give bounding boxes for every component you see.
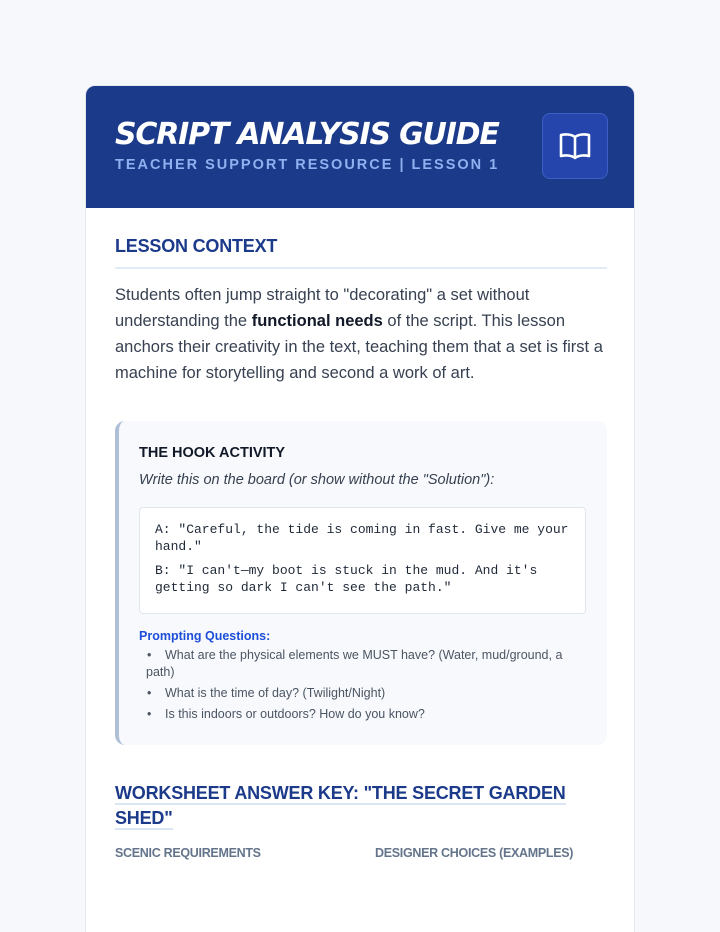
prompting-questions-list [146,647,591,727]
hook-heading: THE HOOK ACTIVITY [139,445,286,461]
prompting-questions-label: Prompting Questions: [139,629,271,643]
list-item: • What are the physical elements we MUST have? (Water, mud/ground, a path) [146,648,563,679]
page-title: SCRIPT ANALYSIS GUIDE [115,117,499,152]
emphasis-functional-needs: functional needs [251,312,383,330]
bullet-icon: • [147,686,152,700]
hook-instruction: Write this on the board (or show without the "Solution"): [139,472,495,488]
section-divider [115,267,607,269]
list-item: • Is this indoors or outdoors? How do you know? [147,707,425,721]
page-header [86,86,635,208]
script-line-a: A: "Careful, the tide is coming in fast. Give me your hand." [155,522,569,554]
book-icon-box [542,113,608,179]
lesson-context-text: Students often jump straight to "decorating" a set without understanding the functional needs of the script. This lesson anchors their creativity in the text, teaching them that a set is first a machine for storytelling and second a work of art. [115,286,603,382]
worksheet-heading: WORKSHEET ANSWER KEY: "THE SECRET GARDEN SHED" [115,783,566,828]
list-item: • What is the time of day? (Twilight/Night) [147,686,386,700]
script-line-b: B: "I can't—my boot is stuck in the mud. And it's getting so dark I can't see the path." [155,563,538,595]
open-book-icon [558,130,592,162]
column-header-scenic-requirements: SCENIC REQUIREMENTS [115,846,261,860]
lesson-card [85,85,635,932]
bullet-icon: • [147,648,152,662]
column-header-designer-choices: DESIGNER CHOICES (EXAMPLES) [375,846,574,860]
lesson-context-heading: LESSON CONTEXT [115,236,278,256]
bullet-icon: • [147,707,152,721]
hook-activity-panel [115,421,607,745]
script-excerpt [139,507,586,614]
page-subtitle: TEACHER SUPPORT RESOURCE | LESSON 1 [115,157,500,173]
